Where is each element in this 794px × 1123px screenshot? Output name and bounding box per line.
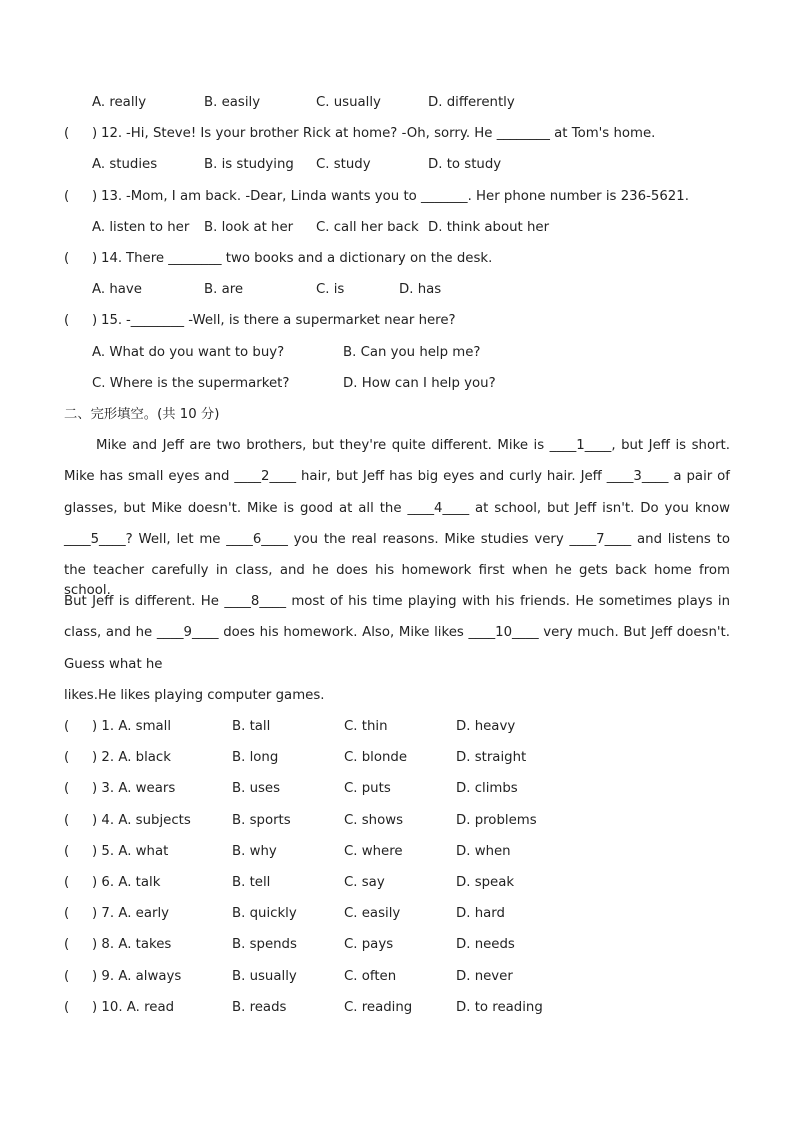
option-a: ) 9. A. always: [92, 969, 182, 984]
answer-open-paren: (: [64, 251, 70, 266]
option-a: ) 3. A. wears: [92, 781, 176, 796]
passage-line: the teacher carefully in class, and he does his homework first when he gets back home from school.: [64, 563, 730, 598]
answer-open-paren: (: [64, 719, 70, 734]
question-number: 14.: [101, 251, 123, 266]
answer-close-paren: ): [92, 189, 98, 204]
passage-line: Guess what he: [64, 657, 163, 672]
option-c: C. call her back: [316, 220, 419, 235]
option-c: C. thin: [344, 719, 388, 734]
option-d: D. when: [456, 844, 511, 859]
option-a: A. studies: [92, 157, 158, 172]
option-d: D. to reading: [456, 1000, 543, 1015]
passage-line: class, and he ____9____ does his homework. Also, Mike likes ____10____ very much. But Jeff doesn't.: [64, 625, 730, 640]
option-c: C. blonde: [344, 750, 408, 765]
answer-open-paren: (: [64, 906, 70, 921]
answer-open-paren: (: [64, 875, 70, 890]
passage-line: Mike has small eyes and ____2____ hair, but Jeff has big eyes and curly hair. Jeff ____3____ a pair of: [64, 469, 730, 484]
answer-open-paren: (: [64, 781, 70, 796]
option-b: B. sports: [232, 813, 291, 828]
option-b: B. are: [204, 282, 244, 297]
option-a: A. have: [92, 282, 142, 297]
answer-open-paren: (: [64, 969, 70, 984]
passage-line: ____5____? Well, let me ____6____ you the real reasons. Mike studies very ____7____ and listens to: [64, 532, 730, 547]
option-a: ) 7. A. early: [92, 906, 170, 921]
option-d: D. hard: [456, 906, 505, 921]
option-b: B. uses: [232, 781, 281, 796]
option-b: B. Can you help me?: [343, 345, 481, 360]
option-a: ) 10. A. read: [92, 1000, 175, 1015]
option-c: C. reading: [344, 1000, 413, 1015]
option-b: B. long: [232, 750, 279, 765]
option-b: B. quickly: [232, 906, 297, 921]
question-number: 12.: [101, 126, 123, 141]
option-b: B. tall: [232, 719, 271, 734]
option-b: B. tell: [232, 875, 271, 890]
passage-line: likes.He likes playing computer games.: [64, 688, 325, 703]
answer-open-paren: (: [64, 126, 70, 141]
option-c: C. pays: [344, 937, 394, 952]
question-stem: -Hi, Steve! Is your brother Rick at home? -Oh, sorry. He ________ at Tom's home.: [126, 126, 656, 141]
option-d: D. to study: [428, 157, 502, 172]
option-d: D. straight: [456, 750, 527, 765]
option-d: D. think about her: [428, 220, 550, 235]
option-d: D. has: [399, 282, 442, 297]
option-d: D. speak: [456, 875, 515, 890]
option-d: D. How can I help you?: [343, 376, 496, 391]
option-c: C. where: [344, 844, 403, 859]
answer-open-paren: (: [64, 1000, 70, 1015]
answer-open-paren: (: [64, 813, 70, 828]
option-c: C. study: [316, 157, 371, 172]
question-stem: There ________ two books and a dictionary on the desk.: [126, 251, 493, 266]
option-c: C. often: [344, 969, 397, 984]
option-c: C. puts: [344, 781, 391, 796]
option-c: C. easily: [344, 906, 401, 921]
option-c: C. usually: [316, 95, 381, 110]
option-b: B. spends: [232, 937, 297, 952]
answer-close-paren: ): [92, 251, 98, 266]
question-number: 13.: [101, 189, 123, 204]
answer-open-paren: (: [64, 189, 70, 204]
answer-open-paren: (: [64, 937, 70, 952]
option-a: ) 4. A. subjects: [92, 813, 191, 828]
option-b: B. easily: [204, 95, 261, 110]
answer-open-paren: (: [64, 750, 70, 765]
option-a: ) 5. A. what: [92, 844, 169, 859]
section-title: 二、完形填空。(共 10 分): [64, 407, 220, 422]
option-a: A. What do you want to buy?: [92, 345, 285, 360]
option-c: C. Where is the supermarket?: [92, 376, 290, 391]
option-a: ) 1. A. small: [92, 719, 172, 734]
option-b: B. usually: [232, 969, 297, 984]
option-c: C. shows: [344, 813, 404, 828]
option-a: A. listen to her: [92, 220, 190, 235]
option-c: C. say: [344, 875, 385, 890]
option-d: D. needs: [456, 937, 515, 952]
option-a: ) 8. A. takes: [92, 937, 172, 952]
option-b: B. reads: [232, 1000, 287, 1015]
option-b: B. look at her: [204, 220, 294, 235]
option-a: A. really: [92, 95, 147, 110]
answer-open-paren: (: [64, 313, 70, 328]
passage-line: glasses, but Mike doesn't. Mike is good at all the ____4____ at school, but Jeff isn't. Do you know: [64, 501, 730, 516]
answer-close-paren: ): [92, 313, 98, 328]
question-stem: -Mom, I am back. -Dear, Linda wants you to _______. Her phone number is 236-5621.: [126, 189, 689, 204]
option-d: D. problems: [456, 813, 537, 828]
option-a: ) 2. A. black: [92, 750, 171, 765]
answer-close-paren: ): [92, 126, 98, 141]
option-d: D. never: [456, 969, 513, 984]
question-number: 15.: [101, 313, 123, 328]
option-d: D. differently: [428, 95, 515, 110]
option-c: C. is: [316, 282, 345, 297]
passage-line: Mike and Jeff are two brothers, but they're quite different. Mike is ____1____, but Jeff is short.: [96, 438, 730, 453]
question-stem: -________ -Well, is there a supermarket near here?: [126, 313, 456, 328]
option-b: B. is studying: [204, 157, 294, 172]
option-d: D. climbs: [456, 781, 518, 796]
option-a: ) 6. A. talk: [92, 875, 161, 890]
answer-open-paren: (: [64, 844, 70, 859]
option-b: B. why: [232, 844, 277, 859]
passage-line: But Jeff is different. He ____8____ most of his time playing with his friends. He sometimes plays in: [64, 594, 730, 609]
option-d: D. heavy: [456, 719, 516, 734]
